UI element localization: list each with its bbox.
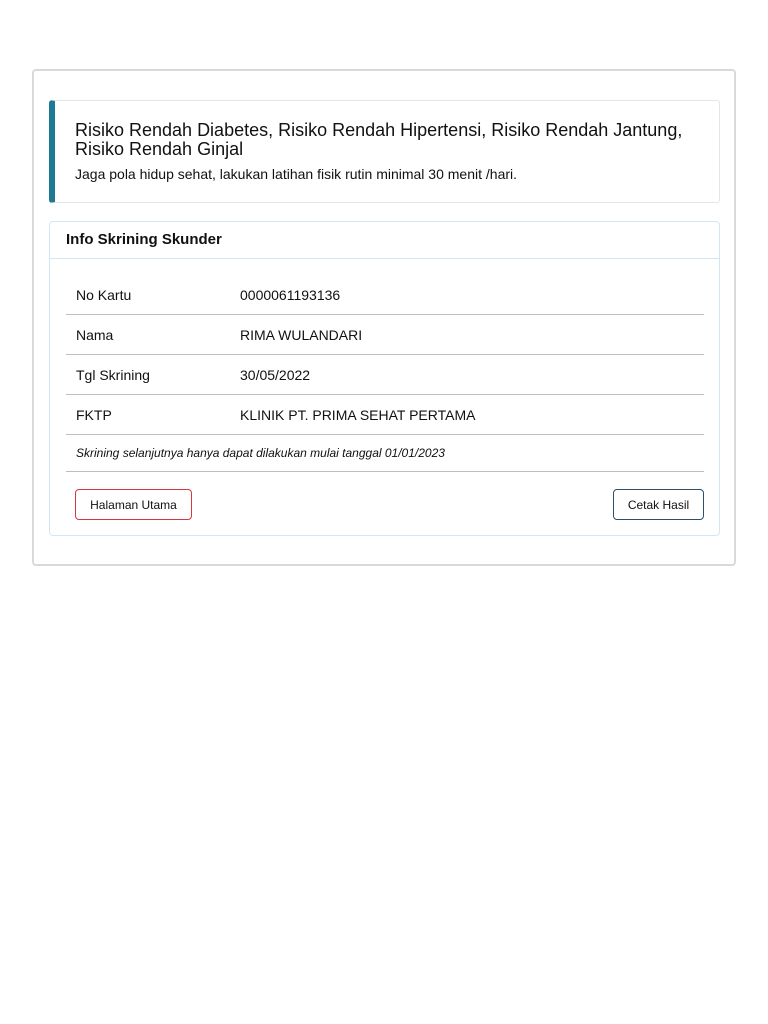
screening-info-title: Info Skrining Skunder [50, 222, 719, 259]
screening-date-label: Tgl Skrining [76, 366, 150, 383]
table-row-card-number [66, 275, 704, 315]
risk-advice: Jaga pola hidup sehat, lakukan latihan fisik rutin minimal 30 menit /hari. [75, 166, 518, 182]
name-value: RIMA WULANDARI [240, 326, 363, 343]
card-number-label: No Kartu [76, 286, 132, 303]
home-button[interactable]: Halaman Utama [75, 489, 192, 520]
table-row-name [66, 315, 704, 355]
name-label: Nama [76, 326, 114, 343]
screening-info-panel [49, 221, 720, 536]
screening-date-value: 30/05/2022 [240, 366, 311, 383]
print-result-button[interactable]: Cetak Hasil [613, 489, 704, 520]
card-number-value: 0000061193136 [240, 286, 341, 303]
table-row-fktp [66, 395, 704, 435]
fktp-value: KLINIK PT. PRIMA SEHAT PERTAMA [240, 406, 476, 423]
fktp-label: FKTP [76, 406, 112, 423]
result-card [32, 69, 736, 566]
screening-info-table [66, 275, 704, 472]
risk-alert [49, 100, 720, 203]
next-screening-note: Skrining selanjutnya hanya dapat dilakukan mulai tanggal 01/01/2023 [66, 435, 704, 472]
table-row-screening-date [66, 355, 704, 395]
risk-title: Risiko Rendah Diabetes, Risiko Rendah Hipertensi, Risiko Rendah Jantung, Risiko Rendah Ginjal [75, 120, 683, 159]
